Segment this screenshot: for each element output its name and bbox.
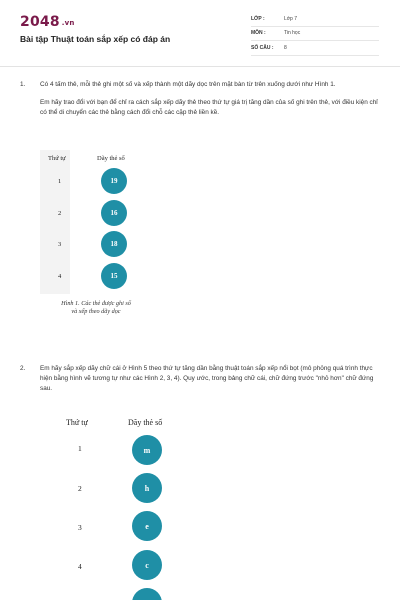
column-header-order: Thứ tự [48,155,66,162]
logo-suffix: .vn [61,19,75,27]
question-number: 1. [20,81,26,88]
figure-5 [58,412,198,600]
logo-text: 2048 [20,14,60,30]
figure-caption [40,300,152,316]
row-index: 1 [78,444,82,453]
question-1 [20,80,380,127]
letter-card: m [132,435,162,465]
question-body [40,364,380,395]
row-index: 1 [58,178,62,185]
meta-label-subject: MÔN : [251,30,266,37]
number-card: 18 [101,231,127,257]
question-2 [20,364,380,403]
letter-card-partial [132,588,162,600]
header-divider [0,66,400,67]
meta-value-subject: Tin học [284,30,301,37]
figure-index-panel [40,150,70,294]
column-header-order: Thứ tự [66,418,88,427]
question-text: Có 4 tấm thẻ, mỗi thẻ ghi một số và xếp thành một dãy dọc trên mặt bàn từ trên xuống dưới như Hình 1. [40,81,336,88]
row-index: 3 [58,241,62,248]
question-text: Em hãy trao đổi với bạn để chỉ ra cách sắp xếp dãy thẻ theo thứ tự giá trị tăng dần của số ghi trên thẻ, với điều kiện chỉ có thể di chuyển các thẻ bằng cách đổi chỗ các cặp thẻ liền kề. [40,99,378,117]
meta-label-count: SỐ CÂU : [251,44,274,51]
meta-row-grade [251,12,379,27]
letter-card: c [132,550,162,580]
number-card: 15 [101,263,127,289]
number-card: 16 [101,200,127,226]
row-index: 4 [78,562,82,571]
row-index: 2 [78,484,82,493]
meta-row-subject [251,27,379,42]
letter-card: h [132,473,162,503]
question-body [40,80,380,119]
caption-line: và xếp theo dãy dọc [71,308,121,315]
page-header [0,0,400,70]
row-index: 4 [58,273,62,280]
column-header-cards: Dãy thẻ số [97,155,125,162]
column-header-cards: Dãy thẻ số [128,418,163,427]
site-logo[interactable] [20,14,75,30]
row-index: 3 [78,523,82,532]
letter-card: e [132,511,162,541]
meta-label-grade: LỚP : [251,15,265,22]
meta-info [251,12,379,56]
page-title: Bài tập Thuật toán sắp xếp có đáp án [20,34,171,44]
caption-line: Hình 1. Các thẻ được ghi số [61,300,131,307]
question-number: 2. [20,365,26,372]
row-index: 2 [58,210,62,217]
meta-value-count: 8 [284,44,287,51]
meta-row-count [251,41,379,56]
meta-value-grade: Lớp 7 [284,15,298,22]
number-card: 19 [101,168,127,194]
figure-1 [40,150,180,330]
question-text: Em hãy sắp xếp dãy chữ cái ở Hình 5 theo thứ tự tăng dần bằng thuật toán sắp xếp nổi bọt (mô phỏng quá trình thực hiện bằng hình vẽ tương tự như các Hình 2, 3, 4). Quy ước, trong bảng chữ cái, chữ đứng trước "nhỏ hơn" chữ đứng sau. [40,365,374,393]
